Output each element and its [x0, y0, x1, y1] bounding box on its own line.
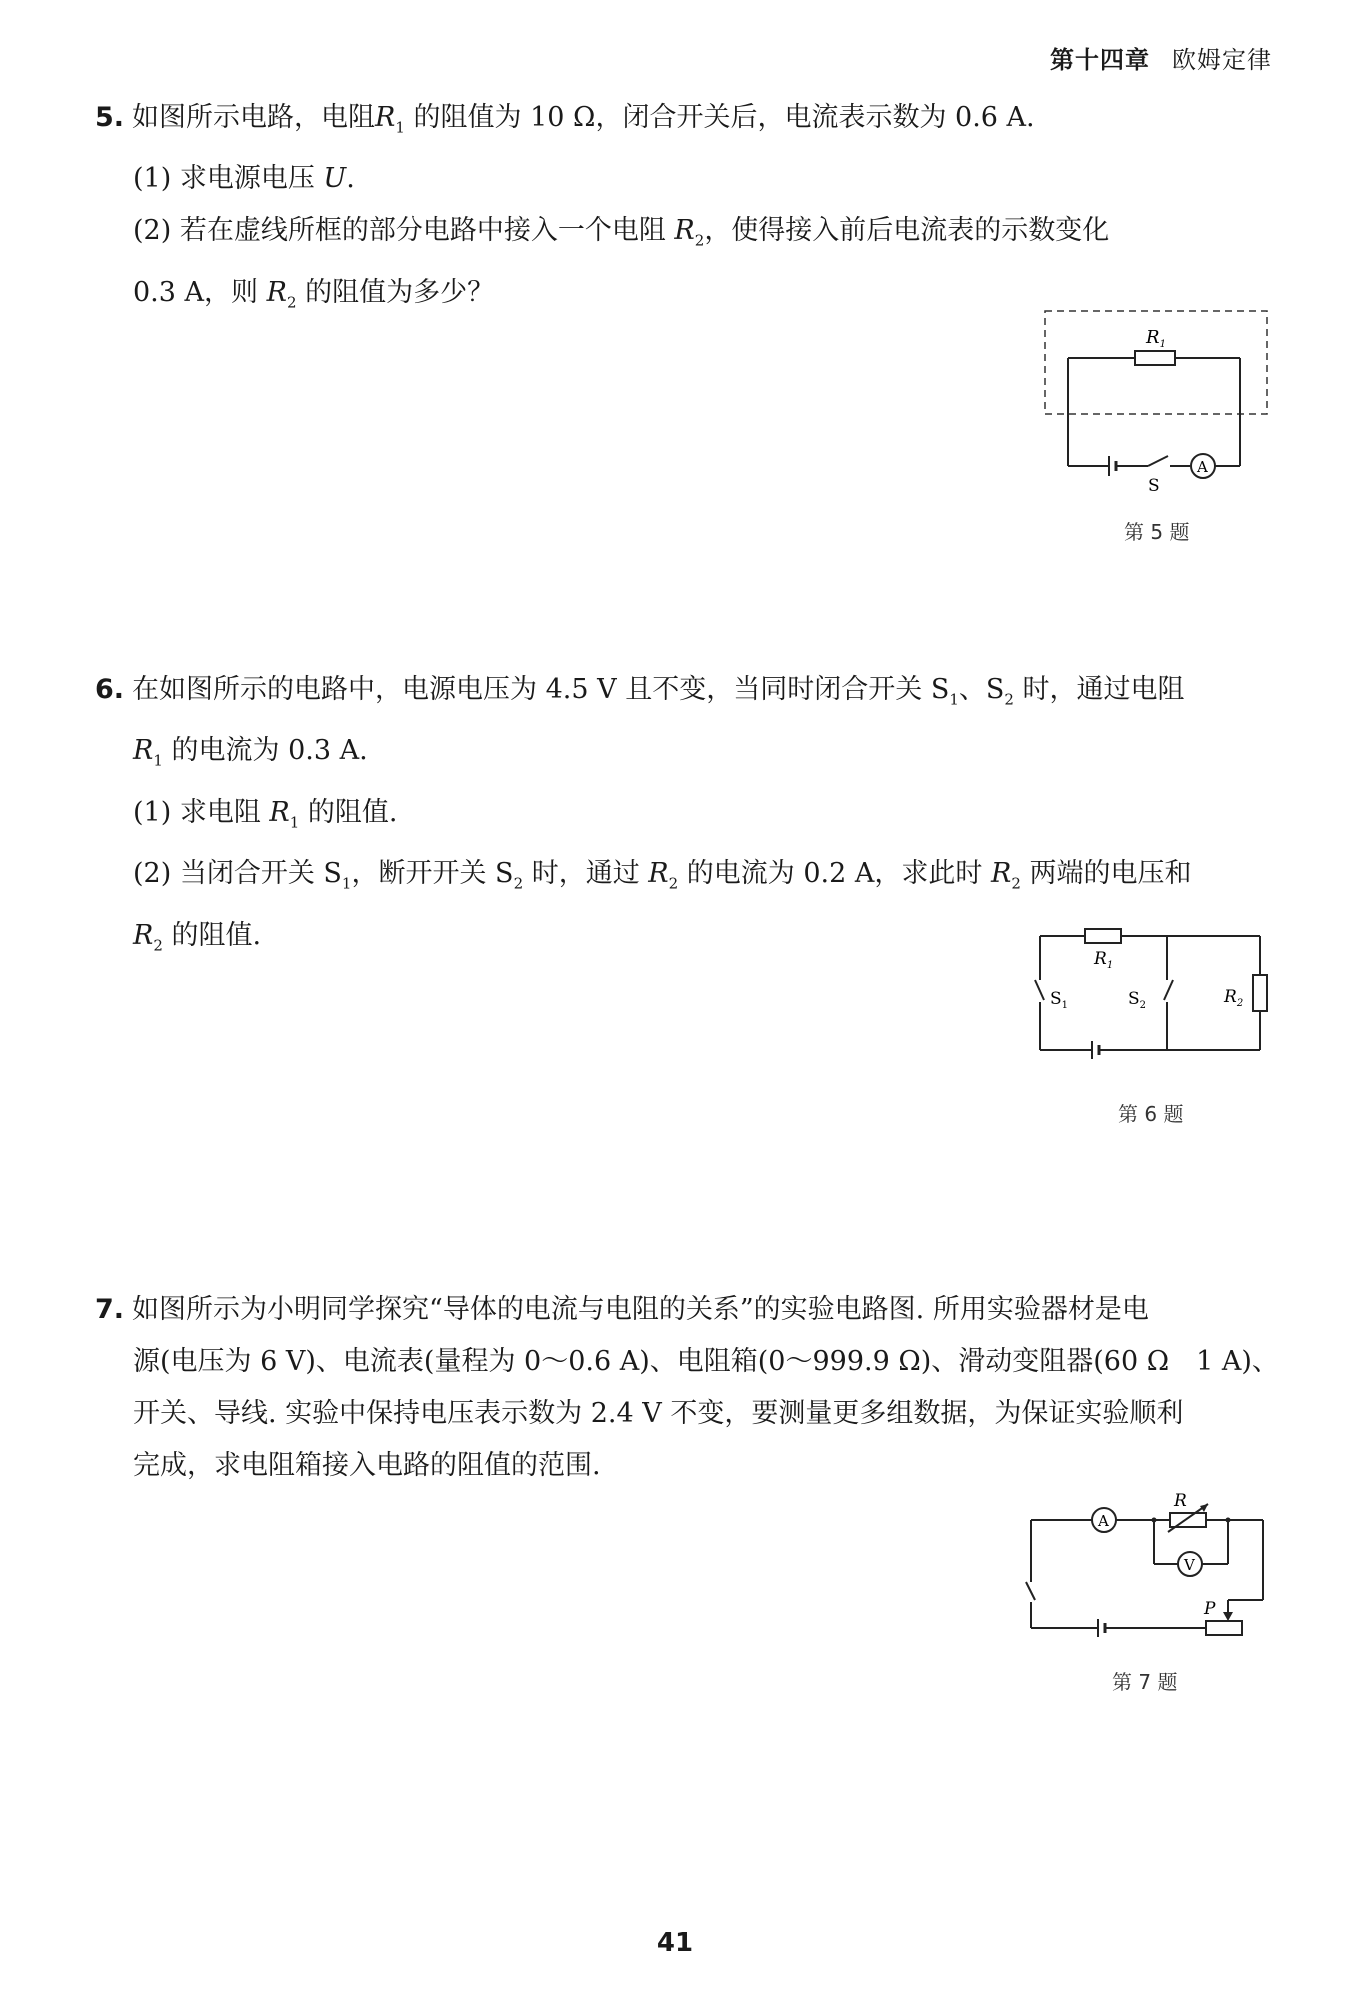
q6-text: 的电流为 0.3 A.: [171, 735, 368, 767]
q5-stem: [95, 92, 1275, 153]
sub: 2: [153, 935, 163, 954]
var-r: R: [269, 796, 290, 828]
q7-number: 7.: [95, 1294, 125, 1325]
q7-line-1: [95, 1284, 1275, 1336]
figure-6-caption: 第 6 题: [1118, 1102, 1184, 1126]
switch: [1026, 1582, 1035, 1600]
q5-text: .: [346, 163, 355, 195]
q5-text: 的阻值为 10 Ω，闭合开关后，电流表示数为 0.6 A.: [413, 102, 1035, 133]
sub: 1: [289, 813, 300, 832]
resistor-r1: [1085, 929, 1121, 943]
figure-7-circuit: [1018, 1490, 1283, 1650]
var-r: R: [990, 858, 1012, 890]
var-r: R: [133, 919, 154, 951]
question-7: [95, 1284, 1279, 1492]
q6-text: 在如图所示的电路中，电源电压为 4.5 V 且不变，当同时闭合开关 S: [132, 674, 950, 705]
sub: 1: [395, 118, 405, 137]
ammeter-label: A: [1197, 458, 1208, 476]
ammeter-label: A: [1098, 1512, 1109, 1530]
chapter-header: [1050, 40, 1272, 75]
q6-text: 的电流为 0.2 A，求此时: [686, 858, 983, 890]
q6-stem: [95, 664, 1275, 725]
var-r: R: [375, 102, 396, 133]
slider-arrow: [1223, 1612, 1233, 1621]
switch-s: [1148, 456, 1168, 466]
q6-text: 、S: [958, 674, 1005, 705]
question-5: [95, 92, 1275, 328]
resistor-r1: [1135, 351, 1175, 365]
q5-text: (1) 求电源电压: [133, 163, 315, 195]
q5-text: (2) 若在虚线所框的部分电路中接入一个电阻: [133, 215, 666, 247]
figure-6-circuit: [1030, 920, 1280, 1070]
q7-text: 如图所示为小明同学探究“导体的电流与电阻的关系”的实验电路图. 所用实验器材是电: [132, 1294, 1149, 1325]
q6-text: 两端的电压和: [1029, 858, 1192, 890]
q5-number: 5.: [95, 102, 125, 133]
r1-label: $R_1$: [1094, 949, 1114, 971]
page-number: 41: [656, 1928, 694, 1958]
resistance-box: [1170, 1513, 1206, 1527]
resistance-box-label: R: [1174, 1491, 1187, 1511]
switch-s-label: S: [1148, 476, 1160, 496]
sub: 1: [341, 874, 352, 893]
sub: 2: [668, 874, 679, 893]
var-r: R: [674, 215, 695, 247]
q5-part-2: [95, 205, 1275, 266]
var-r: R: [266, 276, 287, 308]
q6-text: 的阻值.: [171, 919, 262, 951]
sub: 1: [153, 751, 163, 770]
figure-7-caption: 第 7 题: [1112, 1670, 1178, 1694]
chapter-number: 第十四章: [1050, 46, 1150, 74]
var-u: U: [323, 163, 347, 195]
q6-text: (1) 求电阻: [133, 796, 261, 828]
slider-label: P: [1204, 1599, 1216, 1619]
q5-part-1: [95, 153, 1275, 205]
q6-text: 的阻值.: [307, 796, 398, 828]
q5-text: 0.3 A，则: [133, 276, 259, 308]
q5-text: 如图所示电路，电阻: [132, 102, 376, 133]
figure-5-caption: 第 5 题: [1124, 520, 1190, 544]
figure-5-circuit: [1040, 306, 1280, 506]
q6-text: 时，通过电阻: [1022, 674, 1185, 705]
switch-s1: [1035, 980, 1044, 1000]
q7-line-2: 源(电压为 6 V)、电流表(量程为 0～0.6 A)、电阻箱(0～999.9 Ω)、滑动变阻器(60 Ω 1 A)、: [133, 1346, 1279, 1377]
q7-line-3: 开关、导线. 实验中保持电压表示数为 2.4 V 不变，要测量更多组数据，为保证实验顺利: [133, 1398, 1184, 1429]
q6-text: ，断开开关 S: [351, 858, 514, 890]
r2-label: $R_2$: [1224, 987, 1244, 1009]
switch-s2-label: $S_2$: [1128, 989, 1147, 1011]
sub: 2: [1011, 874, 1021, 893]
sub: 2: [1004, 690, 1014, 709]
chapter-title: 欧姆定律: [1172, 46, 1272, 74]
q6-number: 6.: [95, 674, 125, 705]
var-r: R: [133, 735, 154, 767]
q6-text: (2) 当闭合开关 S: [133, 858, 342, 890]
rheostat: [1206, 1621, 1242, 1635]
q7-line-4: 完成，求电阻箱接入电路的阻值的范围.: [133, 1450, 601, 1481]
q6-text: 时，通过: [531, 858, 640, 890]
q6-part-2: [95, 848, 1275, 909]
q5-text: 的阻值为多少？: [305, 276, 495, 308]
sub: 1: [949, 690, 959, 709]
switch-s2: [1164, 980, 1173, 1000]
sub: 2: [694, 231, 705, 250]
q6-part-1: [95, 787, 1275, 848]
q5-text: ，使得接入前后电流表的示数变化: [704, 215, 1110, 247]
r1-label: $R_1$: [1146, 327, 1166, 350]
resistor-r2: [1253, 975, 1267, 1011]
sub: 2: [286, 293, 297, 312]
switch-s1-label: $S_1$: [1050, 989, 1069, 1011]
var-r: R: [648, 858, 669, 890]
sub: 2: [513, 874, 524, 893]
q6-stem-cont: [95, 725, 1275, 786]
voltmeter-label: V: [1184, 1556, 1195, 1574]
